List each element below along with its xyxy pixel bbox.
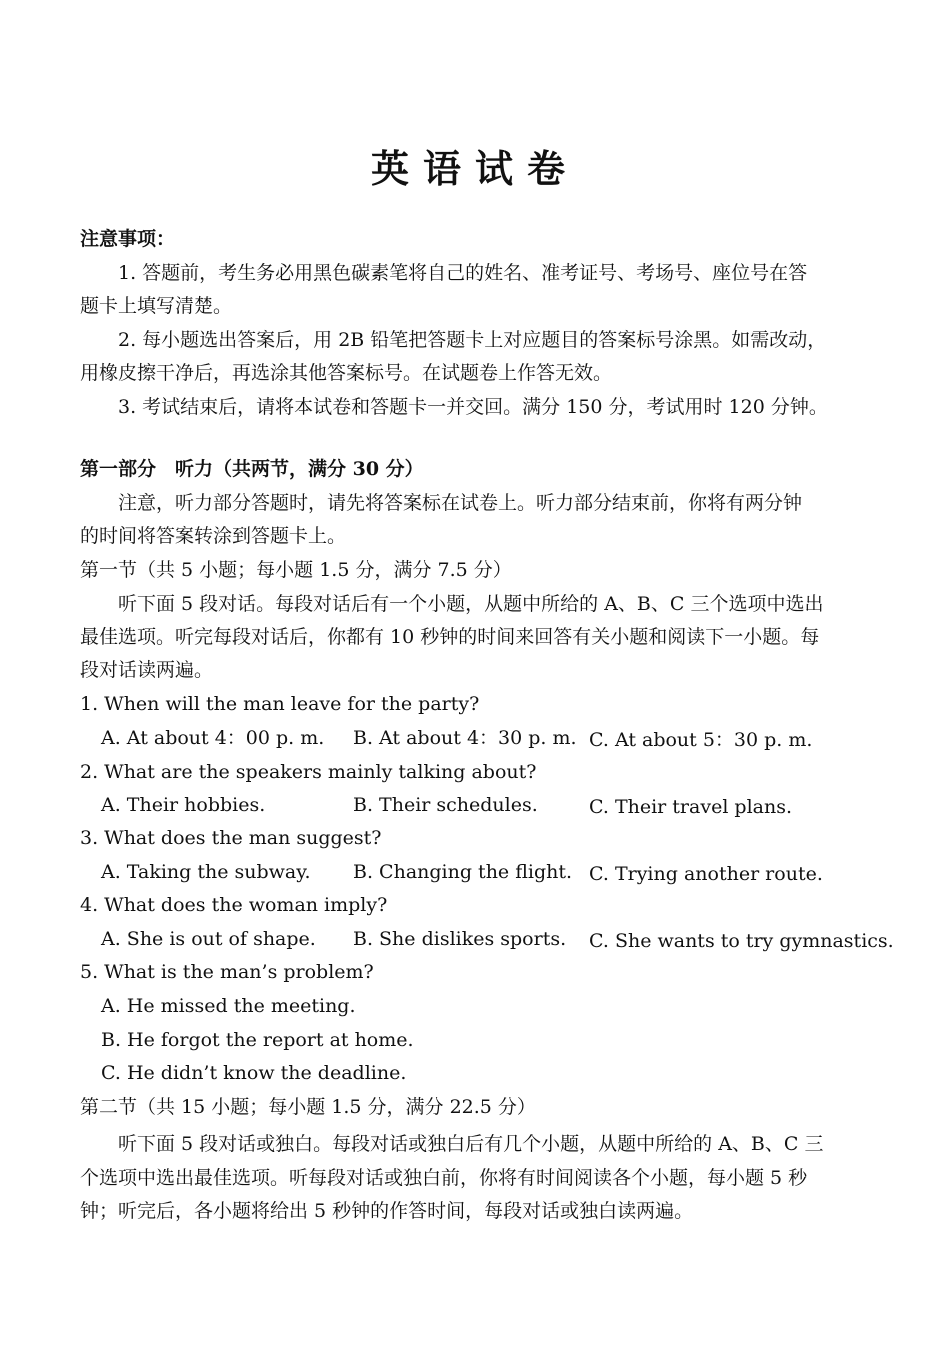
section2-instructions-cont2: 钟；听完后，各小题将给出 5 秒钟的作答时间，每段对话或独白读两遍。 <box>80 1200 694 1222</box>
page-title: 英语试卷 <box>370 146 579 191</box>
notice-item-1-cont: 题卡上填写清楚。 <box>80 295 233 317</box>
question-2-option-b: B. Their schedules. <box>353 794 538 816</box>
question-3-option-b: B. Changing the flight. <box>353 861 573 883</box>
question-3-option-a: A. Taking the subway. <box>101 861 311 883</box>
question-1-option-b: B. At about 4：30 p. m. <box>353 727 577 749</box>
section1-instructions-cont2: 段对话读两遍。 <box>80 659 214 681</box>
question-3-option-c: C. Trying another route. <box>589 863 823 885</box>
question-5-option-b: B. He forgot the report at home. <box>101 1029 414 1051</box>
question-1-option-c: C. At about 5：30 p. m. <box>589 729 813 751</box>
question-4-option-a: A. She is out of shape. <box>101 928 316 950</box>
section1-heading: 第一节（共 5 小题；每小题 1.5 分，满分 7.5 分） <box>80 559 512 581</box>
part1-note-cont: 的时间将答案转涂到答题卡上。 <box>80 525 347 547</box>
question-5: 5. What is the man’s problem? <box>80 961 374 983</box>
section2-instructions-cont: 个选项中选出最佳选项。听每段对话或独白前，你将有时间阅读各个小题，每小题 5 秒 <box>80 1167 808 1189</box>
question-1-option-a: A. At about 4：00 p. m. <box>101 727 325 749</box>
question-2-option-c: C. Their travel plans. <box>589 796 793 818</box>
section1-instructions-cont: 最佳选项。听完每段对话后，你都有 10 秒钟的时间来回答有关小题和阅读下一小题。每 <box>80 626 820 648</box>
question-4-option-c: C. She wants to try gymnastics. <box>589 930 894 952</box>
section1-instructions: 听下面 5 段对话。每段对话后有一个小题，从题中所给的 A、B、C 三个选项中选出 <box>118 593 824 615</box>
question-2-option-a: A. Their hobbies. <box>101 794 266 816</box>
question-5-option-a: A. He missed the meeting. <box>101 995 356 1017</box>
question-5-option-c: C. He didn’t know the deadline. <box>101 1062 407 1084</box>
question-1: 1. When will the man leave for the party? <box>80 693 480 715</box>
notice-heading: 注意事项： <box>80 228 176 250</box>
question-4-option-b: B. She dislikes sports. <box>353 928 567 950</box>
section2-heading: 第二节（共 15 小题；每小题 1.5 分，满分 22.5 分） <box>80 1096 536 1118</box>
notice-item-2-cont: 用橡皮擦干净后，再选涂其他答案标号。在试题卷上作答无效。 <box>80 362 613 384</box>
notice-item-2: 2. 每小题选出答案后，用 2B 铅笔把答题卡上对应题目的答案标号涂黑。如需改动， <box>118 329 827 351</box>
part1-heading: 第一部分 听力（共两节，满分 30 分） <box>80 458 424 480</box>
notice-item-3: 3. 考试结束后，请将本试卷和答题卡一并交回。满分 150 分，考试用时 120 分钟。 <box>118 396 828 418</box>
question-4: 4. What does the woman imply? <box>80 894 388 916</box>
question-2: 2. What are the speakers mainly talking about? <box>80 761 537 783</box>
question-3: 3. What does the man suggest? <box>80 827 382 849</box>
section2-instructions: 听下面 5 段对话或独白。每段对话或独白后有几个小题，从题中所给的 A、B、C 三 <box>118 1133 824 1155</box>
part1-note: 注意，听力部分答题时，请先将答案标在试卷上。听力部分结束前，你将有两分钟 <box>118 492 803 514</box>
notice-item-1: 1. 答题前，考生务必用黑色碳素笔将自己的姓名、准考证号、考场号、座位号在答 <box>118 262 808 284</box>
